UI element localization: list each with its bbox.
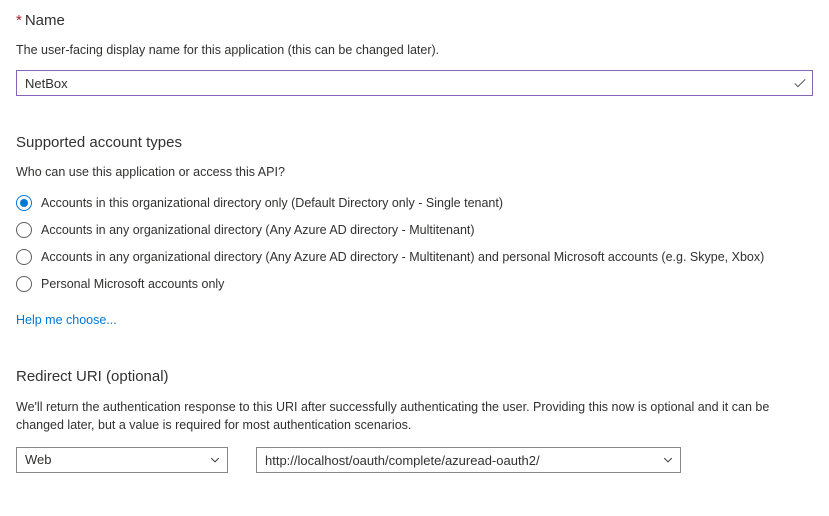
platform-select-value: Web — [25, 452, 52, 467]
name-label-text: Name — [24, 12, 65, 29]
account-types-question: Who can use this application or access this API? — [16, 165, 285, 179]
radio-label: Accounts in this organizational directory only (Default Directory only - Single tenant) — [41, 196, 504, 210]
radio-indicator — [16, 195, 32, 211]
radio-option-multitenant-and-personal[interactable] — [16, 248, 813, 266]
account-types-radio-group — [16, 194, 813, 293]
radio-option-multitenant[interactable] — [16, 221, 813, 239]
redirect-uri-title: Redirect URI (optional) — [16, 368, 169, 385]
name-label — [16, 10, 813, 32]
redirect-uri-input[interactable] — [257, 448, 656, 472]
platform-select[interactable] — [16, 447, 228, 473]
name-input-wrapper[interactable] — [16, 70, 813, 96]
radio-label: Accounts in any organizational directory (Any Azure AD directory - Multitenant) — [41, 223, 475, 237]
redirect-uri-input-wrapper[interactable] — [256, 447, 681, 473]
radio-option-single-tenant[interactable] — [16, 194, 813, 212]
chevron-down-icon[interactable] — [656, 448, 680, 472]
name-description: The user-facing display name for this application (this can be changed later). — [16, 43, 440, 57]
radio-label: Accounts in any organizational directory (Any Azure AD directory - Multitenant) and personal Microsoft accounts (e.g. Skype, Xbox) — [41, 250, 765, 264]
name-field-group — [16, 10, 813, 96]
radio-label: Personal Microsoft accounts only — [41, 277, 225, 291]
radio-indicator — [16, 249, 32, 265]
required-marker: * — [16, 12, 22, 29]
account-types-title: Supported account types — [16, 134, 182, 151]
redirect-uri-row — [16, 447, 813, 473]
radio-indicator — [16, 222, 32, 238]
checkmark-icon — [788, 71, 812, 95]
radio-indicator — [16, 276, 32, 292]
name-input[interactable] — [17, 71, 788, 95]
chevron-down-icon — [203, 448, 227, 472]
redirect-uri-description: We'll return the authentication response to this URI after successfully authenticating the user. Providing this now is optional and it can be changed later, but a value is required for most authentication scenarios. — [16, 400, 770, 432]
help-me-choose-link[interactable]: Help me choose... — [16, 313, 117, 327]
radio-option-personal-only[interactable] — [16, 275, 813, 293]
